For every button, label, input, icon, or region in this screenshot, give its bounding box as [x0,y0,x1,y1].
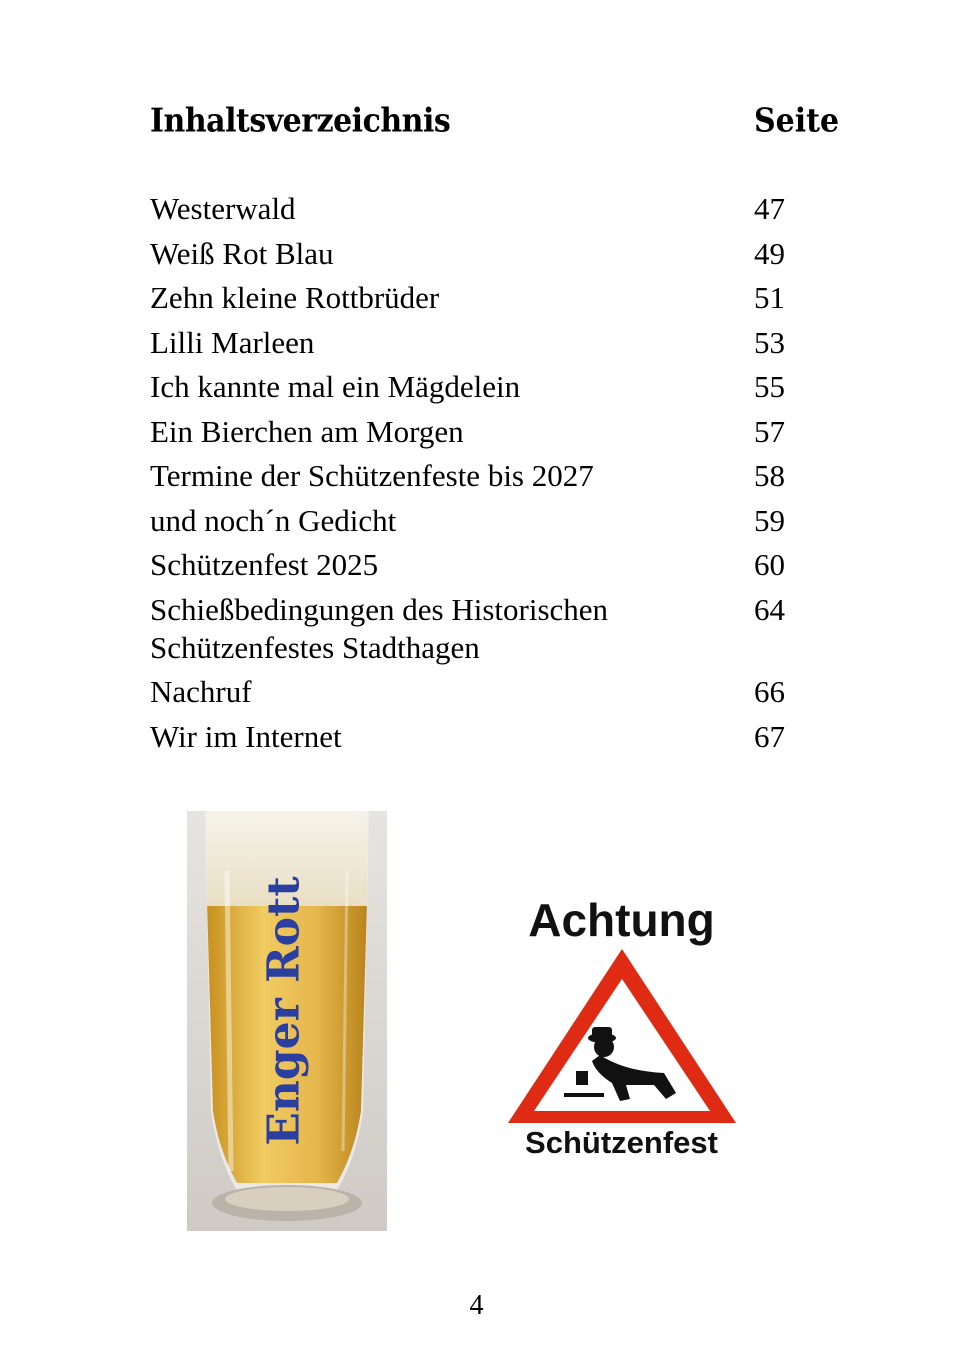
toc-entry-page: 49 [754,235,785,271]
beer-glass-photo [187,811,387,1231]
toc-entry [150,718,840,756]
warning-sign-title: Achtung [528,894,715,946]
toc-entry [150,413,840,451]
toc-entry [150,457,840,495]
beer-glass-illustration [187,811,387,1231]
beer-glass-lettering: Enger Rott [258,876,310,1146]
toc-entry-title: Zehn kleine Rottbrüder [150,280,440,315]
toc-entry-page: 51 [754,280,785,315]
toc-entry-page: 53 [754,324,785,360]
toc-entry [150,279,840,317]
toc-entry-title: Nachruf [150,674,252,709]
toc-entry-page: 60 [754,547,785,582]
warning-sign-caption: Schützenfest [525,1125,718,1160]
toc-entry [150,502,840,540]
toc-list [150,190,840,762]
toc-entry [150,190,840,228]
toc-entry-title: Ein Bierchen am Morgen [150,413,464,449]
toc-entry-title: Lilli Marleen [150,324,315,360]
page-number: 4 [469,1290,484,1321]
toc-entry-page: 57 [754,413,785,449]
toc-entry [150,591,840,667]
toc-entry [150,235,840,273]
toc-entry [150,546,840,584]
toc-entry-title: Wir im Internet [150,718,342,754]
toc-entry [150,368,840,406]
toc-entry-page: 47 [754,191,785,226]
toc-entry-page: 58 [754,458,785,493]
toc-entry-page: 66 [754,674,785,709]
toc-heading: Inhaltsverzeichnis [150,102,451,141]
toc-entry-title: Weiß Rot Blau [150,235,334,271]
toc-entry-page: 64 [754,591,785,627]
warning-triangle-icon [504,943,740,1129]
toc-entry-title: und noch´n Gedicht [150,502,397,538]
toc-entry-page: 55 [754,369,785,404]
page-column-heading: Seite [754,102,840,141]
toc-entry-page: 59 [754,502,785,538]
toc-entry-title: Westerwald [150,191,296,226]
toc-entry-title: Schützenfest 2025 [150,547,379,582]
toc-entry-title: Termine der Schützenfeste bis 2027 [150,458,594,493]
toc-header [150,102,840,148]
toc-entry-title: Schießbedingungen des Historischen Schützenfestes Stadthagen [150,591,609,665]
toc-entry-page: 67 [754,718,785,754]
toc-entry-title: Ich kannte mal ein Mägdelein [150,369,521,404]
toc-entry [150,673,840,711]
toc-entry [150,324,840,362]
warning-sign [500,893,743,1196]
